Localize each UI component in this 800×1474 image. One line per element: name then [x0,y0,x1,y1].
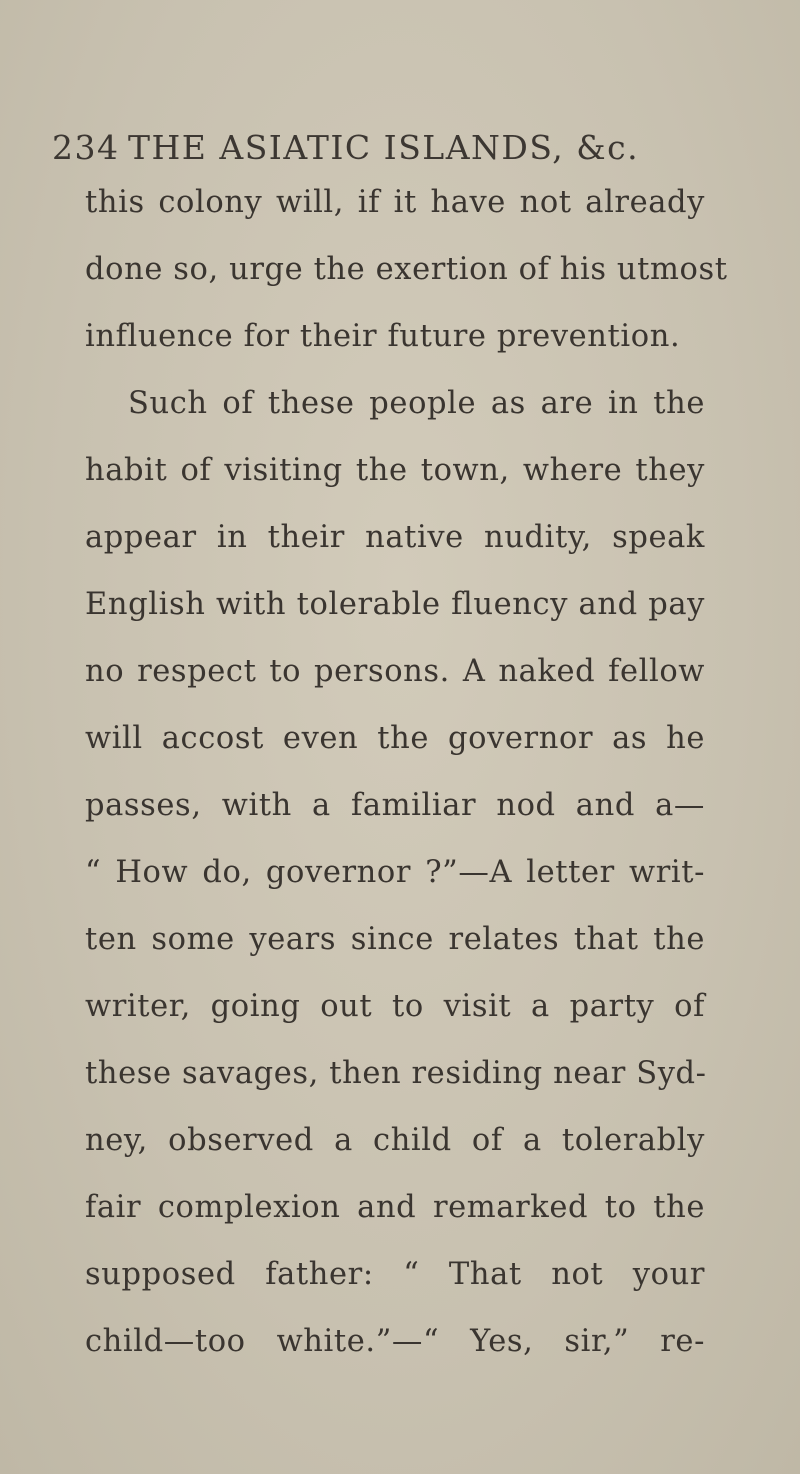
text-line: Such of these people as are in the [128,386,705,421]
page-number: 234 [52,128,120,167]
text-line: done so, urge the exertion of his utmost [85,252,728,287]
text-line: will accost even the governor as he [85,721,705,756]
text-line: English with tolerable fluency and pay [85,587,705,622]
text-line: this colony will, if it have not already [85,185,705,220]
text-line: child—too white.”—“ Yes, sir,” re- [85,1324,705,1359]
text-line: ten some years since relates that the [85,922,705,957]
text-line: passes, with a familiar nod and a— [85,788,705,823]
text-line: “ How do, governor ?”—A letter writ- [85,855,705,890]
text-line: ney, observed a child of a tolerably [85,1123,705,1158]
text-line: writer, going out to visit a party of [85,989,705,1024]
running-head [52,128,752,178]
text-line: appear in their native nudity, speak [85,520,705,555]
text-line: these savages, then residing near Syd- [85,1056,707,1091]
text-line: influence for their future prevention. [85,319,681,354]
text-line: supposed father: “ That not your [85,1257,705,1292]
text-line: fair complexion and remarked to the [85,1190,705,1225]
text-line: habit of visiting the town, where they [85,453,705,488]
text-line: no respect to persons. A naked fellow [85,654,705,689]
running-title: THE ASIATIC ISLANDS, &c. [128,128,640,167]
